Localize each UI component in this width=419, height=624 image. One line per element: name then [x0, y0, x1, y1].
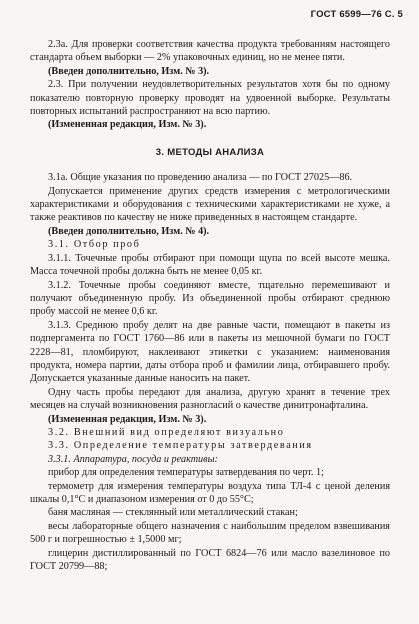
page-content	[30, 38, 390, 573]
subsection-heading: 3.2. Внешний вид определяют визуально	[48, 426, 285, 438]
paragraph: Одну часть пробы передают для анализа, другую хранят в течение трех месяцев на случай возникновения разногласий о качестве динитронафталина.	[30, 386, 390, 412]
paragraph: 3.1.2. Точечные пробы соединяют вместе, тщательно перемешивают и получают объединенную пробу. Из объединенной пробы отбирают среднюю пробу массой не менее 0,6 кг.	[30, 279, 390, 318]
subsection-heading: 3.3.1. Аппаратура, посуда и реактивы:	[48, 453, 218, 465]
list-item: прибор для определения температуры затвердевания по черт. 1;	[48, 467, 324, 479]
list-item: весы лабораторные общего назначения с наибольшим пределом взвешивания 500 г и погрешностью ± 1,5000 мг;	[30, 520, 390, 546]
paragraph: 3.1.1. Точечные пробы отбирают при помощи щупа по всей высоте мешка. Масса точечной пробы должна быть не менее 0,05 кг.	[30, 252, 390, 278]
paragraph: 2.3а. Для проверки соответствия качества продукта требованиям настоящего стандарта объем выборки — 2% упаковочных единиц, но не менее пяти.	[30, 39, 390, 64]
list-item: термометр для измерения температуры воздуха типа ТЛ-4 с ценой деления шкалы 0,1°С и диапазоном измерения от 0 до 55°С;	[30, 480, 390, 505]
amendment-note: (Измененная редакция, Изм. № 3).	[48, 413, 207, 425]
subsection-heading: 3.1. Отбор проб	[48, 239, 141, 251]
amendment-note: (Введен дополнительно, Изм. № 4).	[48, 225, 210, 237]
list-item: глицерин дистиллированный по ГОСТ 6824—76 или масло вазелиновое по ГОСТ 20799—88;	[30, 547, 390, 573]
list-item: баня масляная — стеклянный или металлический стакан;	[48, 507, 298, 519]
paragraph: 2.3. При получении неудовлетворительных результатов хотя бы по одному показателю повторную проверку проводят на удвоенной выборке. Результаты повторных испытаний распространяют на всю партию.	[30, 79, 390, 118]
paragraph: 3.1.3. Среднюю пробу делят на две равные части, помещают в пакеты из подпергамента по ГОСТ 1760—86 или в пакеты из мешочной бумаги по ГОСТ 2228—81, пломбируют, наклеивают этикетки с указанием: наименования продукта, номера партии, даты отбора проб и фамилии лица, отбиравшего пробу. Допускается указанные данные наносить на пакет.	[30, 319, 390, 385]
paragraph: 3.1а. Общие указания по проведению анализа — по ГОСТ 27025—86.	[48, 172, 353, 184]
amendment-note: (Измененная редакция, Изм. № 3).	[48, 119, 207, 131]
page-header: ГОСТ 6599—76 С. 5	[310, 9, 403, 20]
amendment-note: (Введен дополнительно, Изм. № 3).	[48, 65, 210, 77]
section-title: 3. МЕТОДЫ АНАЛИЗА	[155, 146, 265, 158]
paragraph: Допускается применение других средств измерения с метрологическими характеристиками и оборудования с техническими характеристиками не хуже, а также реактивов по качеству не ниже приведенных в настоящем стандарте.	[30, 185, 390, 224]
subsection-heading: 3.3. Определение температуры затвердевания	[48, 440, 313, 452]
